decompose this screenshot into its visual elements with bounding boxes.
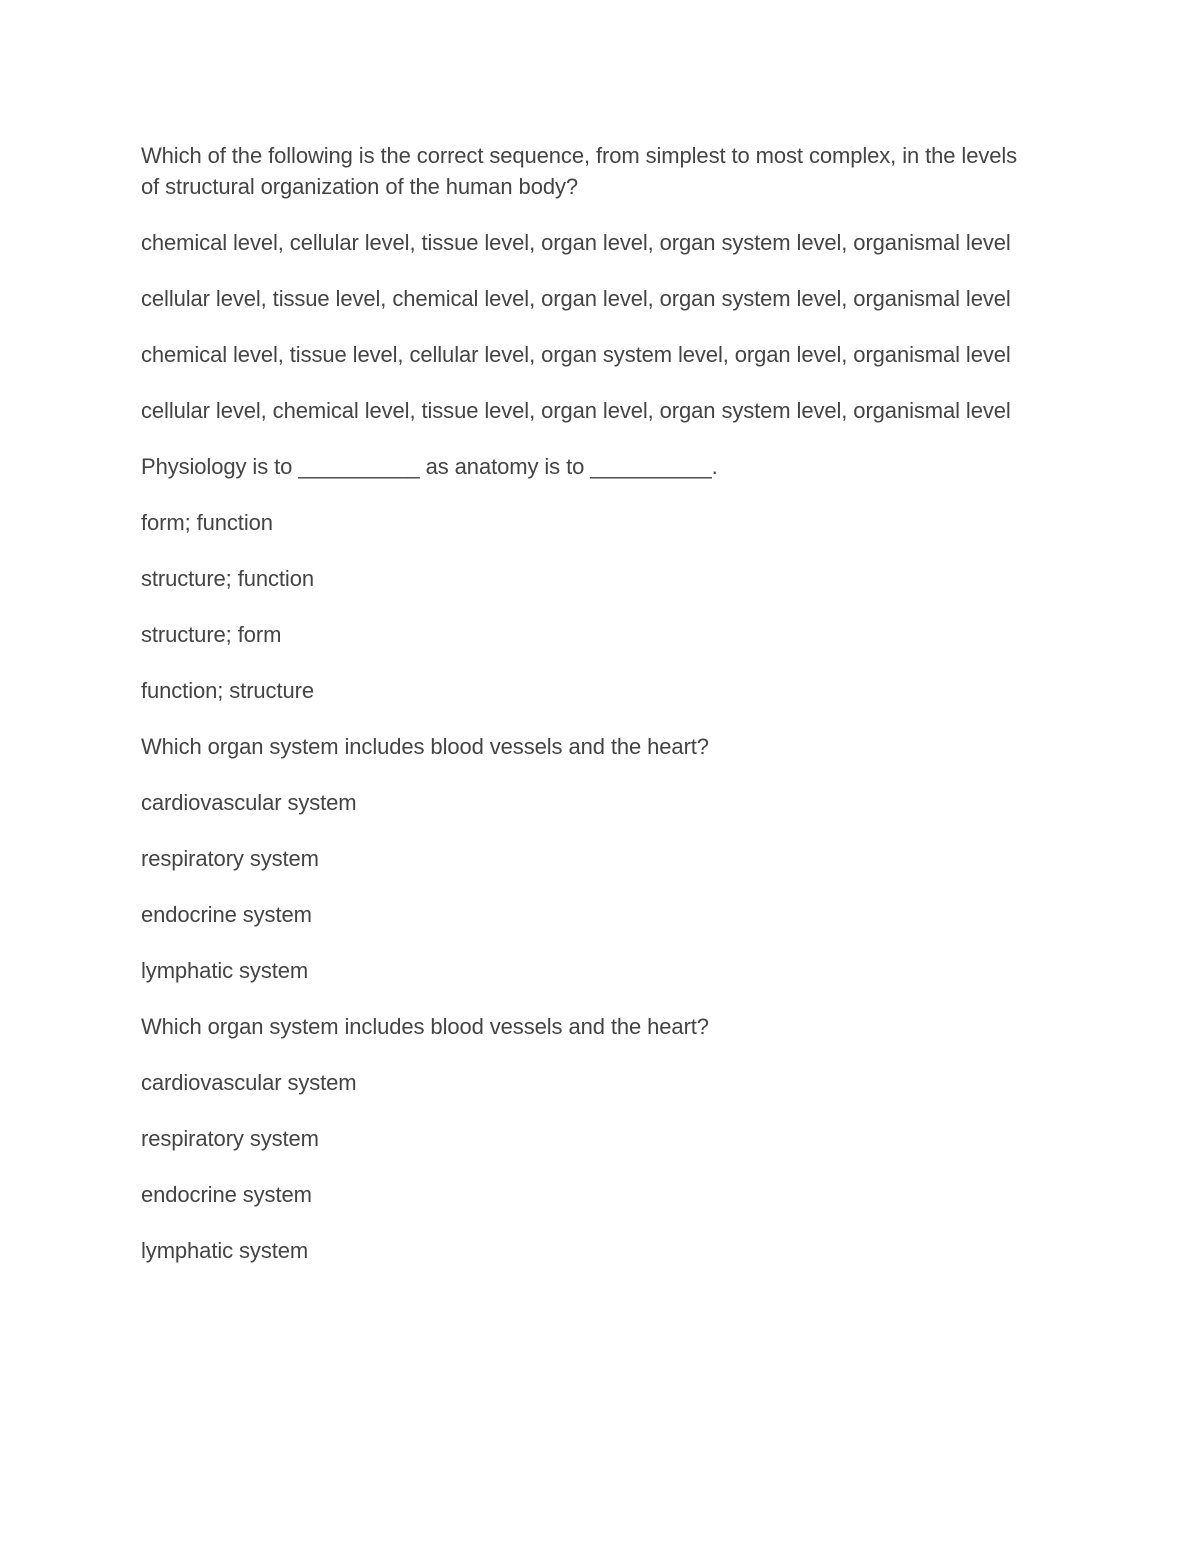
answer-option: chemical level, tissue level, cellular level, organ system level, organ level, organismal level — [141, 342, 1011, 367]
answer-option: cellular level, chemical level, tissue level, organ level, organ system level, organismal level — [141, 398, 1011, 423]
question-text: Which organ system includes blood vessels and the heart? — [141, 1014, 709, 1039]
question-block-2 — [141, 451, 1041, 706]
answer-option: respiratory system — [141, 846, 319, 871]
answer-option: endocrine system — [141, 1182, 312, 1207]
question-text: Which organ system includes blood vessels and the heart? — [141, 734, 709, 759]
answer-option: form; function — [141, 510, 273, 535]
answer-option: structure; function — [141, 566, 314, 591]
answer-option: endocrine system — [141, 902, 312, 927]
answer-option: cardiovascular system — [141, 790, 357, 815]
answer-option: structure; form — [141, 622, 282, 647]
question-text: Which of the following is the correct sequence, from simplest to most complex, in the levels of structural organization of the human body? — [141, 143, 1018, 199]
answer-option: lymphatic system — [141, 958, 309, 983]
answer-option: respiratory system — [141, 1126, 319, 1151]
answer-option: cellular level, tissue level, chemical level, organ level, organ system level, organismal level — [141, 286, 1011, 311]
question-block-1 — [141, 140, 1041, 426]
answer-option: lymphatic system — [141, 1238, 309, 1263]
answer-option: chemical level, cellular level, tissue level, organ level, organ system level, organismal level — [141, 230, 1011, 255]
question-block-4 — [141, 1011, 1041, 1266]
answer-option: function; structure — [141, 678, 314, 703]
question-text: Physiology is to __________ as anatomy is to __________. — [141, 454, 718, 479]
answer-option: cardiovascular system — [141, 1070, 357, 1095]
document-body — [141, 140, 1041, 1291]
question-block-3 — [141, 731, 1041, 986]
